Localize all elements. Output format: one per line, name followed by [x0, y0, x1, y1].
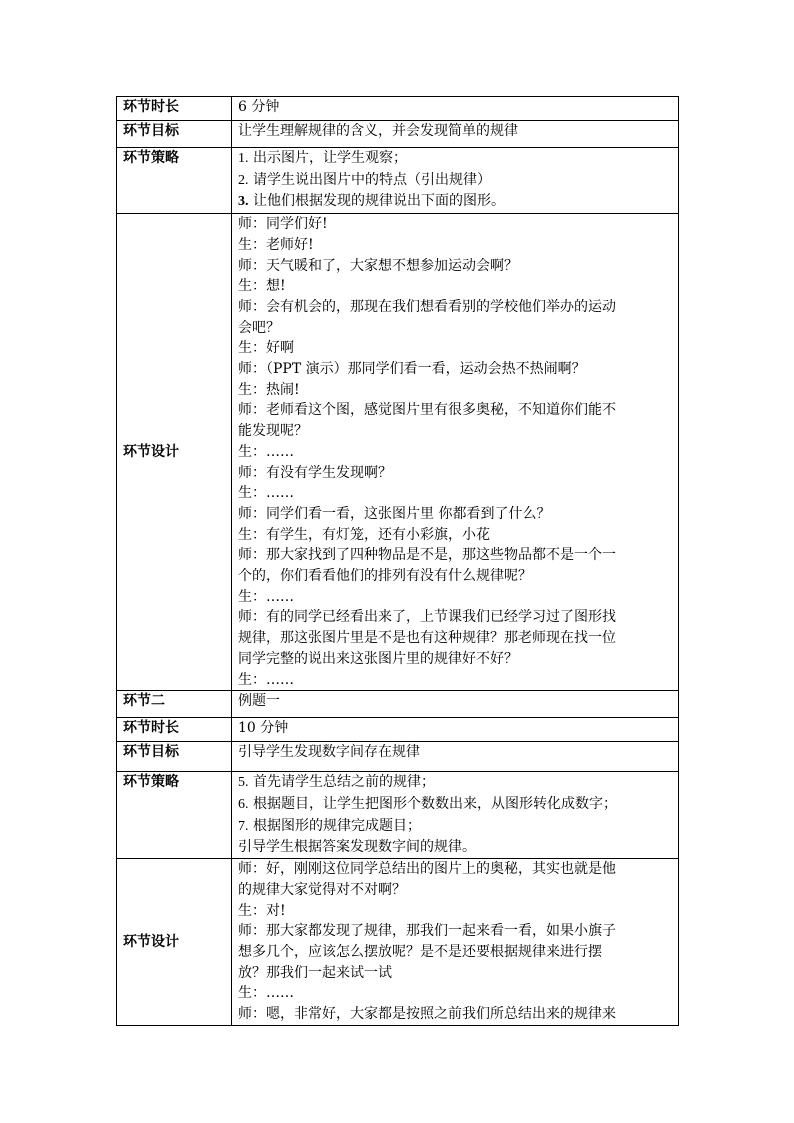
- table-row: [117, 148, 679, 214]
- list-item: 3. 让他们根据发现的规律说出下面的图形。: [238, 193, 505, 210]
- dialogue-line: 师：好，刚刚这位同学总结出的图片上的奥秘，其实也就是他: [238, 861, 616, 878]
- dialogue-line: 生：好啊: [238, 340, 294, 357]
- row-label: 环节二: [117, 691, 232, 718]
- dialogue-line: 师：天气暖和了，大家想不想参加运动会啊？: [238, 257, 518, 274]
- dialogue-line: 师：有没有学生发现啊？: [238, 464, 392, 481]
- row-value: 例题一: [232, 691, 679, 718]
- dialogue-line: 生：热闹!: [238, 381, 300, 398]
- dialogue-line: 生：想!: [238, 278, 286, 295]
- dialogue-line: 生：……: [238, 485, 294, 502]
- strategy-list: [232, 148, 679, 214]
- table-row: [117, 214, 679, 691]
- dialogue-line: 同学完整的说出来这张图片里的规律好不好？: [238, 650, 518, 667]
- row-value: 6 分钟: [232, 97, 679, 121]
- list-item: 引导学生根据答案发现数字间的规律。: [238, 839, 476, 856]
- list-item: 7. 根据图形的规律完成题目；: [238, 817, 421, 834]
- dialogue-line: 师：那大家都发现了规律，那我们一起来看一看，如果小旗子: [238, 923, 616, 940]
- list-item: 5. 首先请学生总结之前的规律；: [238, 774, 435, 791]
- dialogue-line: 生：……: [238, 588, 294, 605]
- dialogue-line: 生：……: [238, 985, 294, 1002]
- row-label: 环节时长: [117, 97, 232, 121]
- dialogue-line: 师：嗯，非常好，大家都是按照之前我们所总结出来的规律来: [238, 1006, 616, 1023]
- dialogue-line: 师：有的同学已经看出来了，上节课我们已经学习过了图形找: [238, 609, 616, 626]
- table-row: [117, 772, 679, 859]
- dialogue-line: 规律，那这张图片里是不是也有这种规律？那老师现在找一位: [238, 630, 616, 647]
- row-label: 环节设计: [117, 214, 232, 691]
- dialogue-line: 师：老师看这个图，感觉图片里有很多奥秘，不知道你们能不: [238, 402, 616, 419]
- dialogue-block: [232, 214, 679, 691]
- dialogue-line: 能发现呢？: [238, 423, 308, 440]
- row-value: 让学生理解规律的含义，并会发现简单的规律: [232, 121, 679, 148]
- list-item: 1. 出示图片，让学生观察；: [238, 150, 407, 166]
- dialogue-line: 师：会有机会的，那现在我们想看看别的学校他们举办的运动: [238, 298, 616, 315]
- dialogue-line: 生：老师好!: [238, 236, 314, 253]
- dialogue-line: 想多几个，应该怎么摆放呢？是不是还要根据规律来进行摆: [238, 943, 602, 960]
- table-row: [117, 691, 679, 718]
- dialogue-line: 师：那大家找到了四种物品是不是，那这些物品都不是一个一: [238, 547, 616, 564]
- row-label: 环节策略: [117, 148, 232, 214]
- table-row: [117, 718, 679, 742]
- dialogue-line: 的规律大家觉得对不对啊？: [238, 881, 406, 898]
- strategy-list: [232, 772, 679, 859]
- table-row: [117, 859, 679, 1026]
- list-item: 2. 请学生说出图片中的特点（引出规律）: [238, 171, 491, 188]
- lesson-plan-table: [116, 96, 679, 1026]
- dialogue-line: 个的，你们看看他们的排列有没有什么规律呢？: [238, 568, 532, 585]
- row-label: 环节目标: [117, 121, 232, 148]
- dialogue-line: 生：对!: [238, 902, 286, 919]
- dialogue-block: [232, 859, 679, 1026]
- row-value: 10 分钟: [232, 718, 679, 742]
- row-label: 环节目标: [117, 742, 232, 772]
- dialogue-line: 师：（PPT 演示）那同学们看一看，运动会热不热闹啊？: [238, 361, 586, 378]
- dialogue-line: 放？那我们一起来试一试: [238, 964, 392, 981]
- dialogue-line: 会吧？: [238, 319, 280, 336]
- row-label: 环节设计: [117, 859, 232, 1026]
- table-row: [117, 742, 679, 772]
- row-value: 引导学生发现数字间存在规律: [232, 742, 679, 772]
- row-label: 环节策略: [117, 772, 232, 859]
- dialogue-line: 生：有学生，有灯笼，还有小彩旗，小花: [238, 526, 490, 543]
- dialogue-line: 生：……: [238, 671, 294, 688]
- list-item: 6. 根据题目，让学生把图形个数数出来，从图形转化成数字；: [238, 795, 617, 812]
- table-row: [117, 121, 679, 148]
- dialogue-line: 生：……: [238, 443, 294, 460]
- row-label: 环节时长: [117, 718, 232, 742]
- dialogue-line: 师：同学们看一看，这张图片里 你都看到了什么？: [238, 505, 551, 522]
- dialogue-line: 师：同学们好!: [238, 216, 328, 233]
- table-row: [117, 97, 679, 121]
